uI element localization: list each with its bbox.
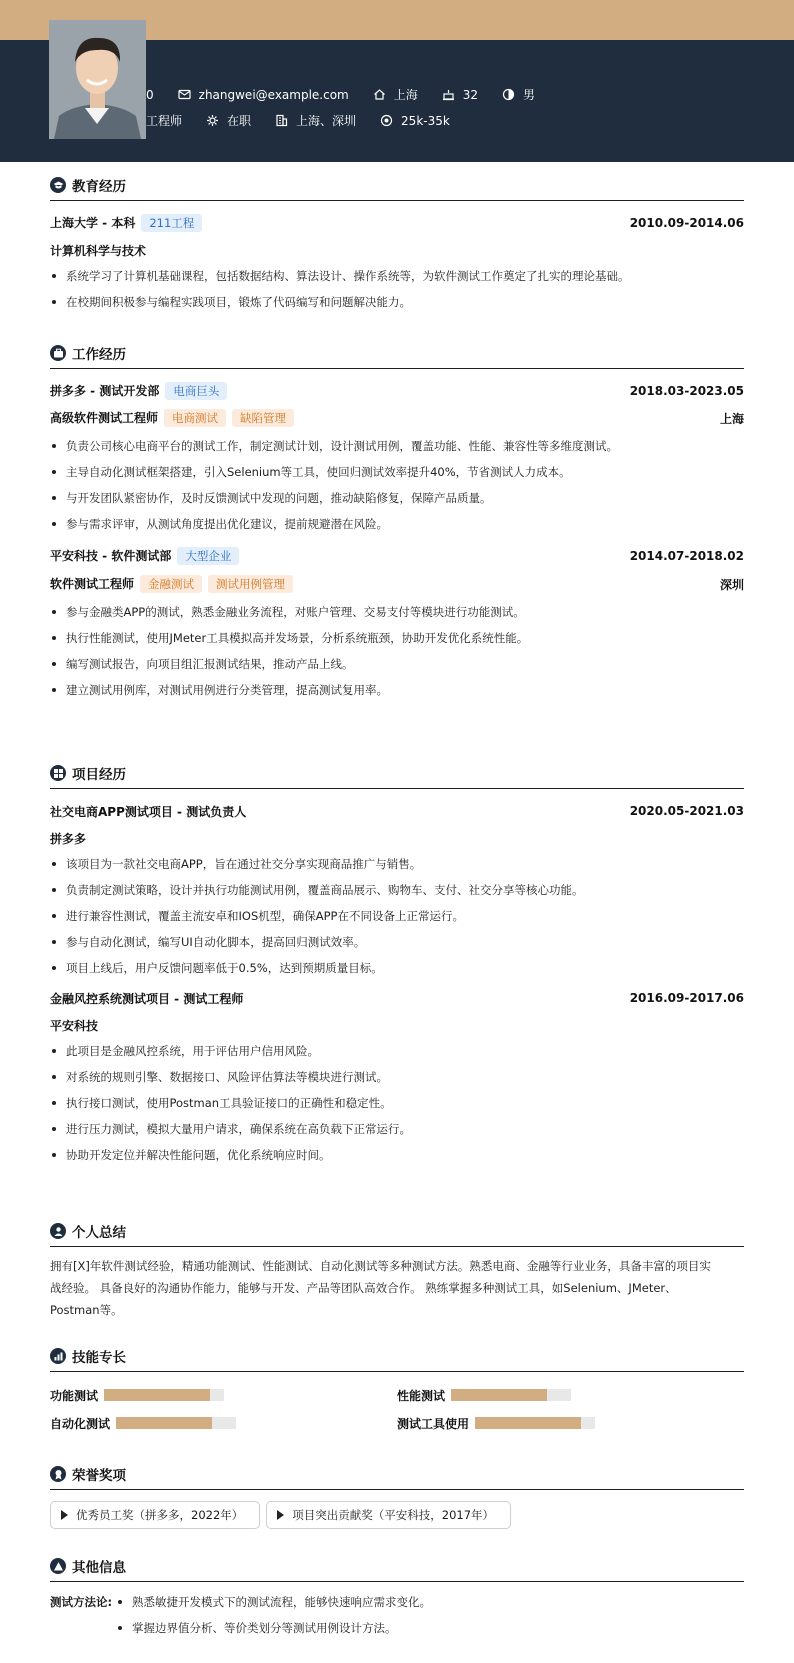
other-section xyxy=(50,1555,744,1641)
list-item: 掌握边界值分析、等价类划分等测试用例设计方法。 xyxy=(116,1615,431,1641)
salary-text: 25k-35k xyxy=(401,113,450,128)
list-item: 熟悉敏捷开发模式下的测试流程，能够快速响应需求变化。 xyxy=(116,1589,431,1615)
age-text: 32 xyxy=(462,87,479,102)
project-bullets xyxy=(50,851,744,981)
list-item: 参与自动化测试，编写UI自动化脚本，提高回归测试效率。 xyxy=(50,929,744,955)
grid-icon xyxy=(50,765,66,781)
summary-title: 个人总结 xyxy=(72,1225,126,1241)
project-name: 金融风控系统测试项目 - 测试工程师 xyxy=(50,991,244,1006)
skills-grid xyxy=(50,1388,744,1430)
list-item: 项目上线后，用户反馈问题率低于0.5%，达到预期质量目标。 xyxy=(50,955,744,981)
project-dates: 2016.09-2017.06 xyxy=(629,991,744,1005)
summary-header xyxy=(50,1220,744,1247)
work-location: 深圳 xyxy=(719,577,744,592)
status-icon xyxy=(206,114,219,127)
skill-bar xyxy=(116,1417,236,1429)
job-intent-row xyxy=(146,112,450,129)
skills-header xyxy=(50,1345,744,1372)
phone-fragment: 0 xyxy=(146,87,154,102)
skill-bar-fill xyxy=(116,1417,212,1429)
list-item: 负责公司核心电商平台的测试工作，制定测试计划，设计测试用例，覆盖功能、性能、兼容性等多维度测试。 xyxy=(50,433,744,459)
position-text: 工程师 xyxy=(146,114,183,128)
summary-line: 战经验。 具备良好的沟通协作能力，能够与开发、产品等团队高效合作。 熟练掌握多种测试工具，如Selenium、JMeter、 xyxy=(50,1281,677,1295)
list-item: 执行接口测试，使用Postman工具验证接口的正确性和稳定性。 xyxy=(50,1090,744,1116)
user-icon xyxy=(50,1223,66,1239)
work-dates: 2014.07-2018.02 xyxy=(629,549,744,563)
project-entry-head xyxy=(50,989,744,1007)
skill-name: 测试工具使用 xyxy=(397,1416,470,1431)
award-item[interactable] xyxy=(50,1501,260,1529)
work-section xyxy=(50,342,744,703)
awards-header xyxy=(50,1463,744,1490)
projects-header xyxy=(50,762,744,789)
skill-bar-fill xyxy=(104,1389,210,1401)
company-name: 拼多多 - 测试开发部 xyxy=(50,384,160,398)
skill-bar xyxy=(104,1389,224,1401)
project-bullets xyxy=(50,1038,744,1168)
summary-line: 拥有[X]年软件测试经验，精通功能测试、性能测试、自动化测试等多种测试方法。熟悉电商、金融等行业业务，具备丰富的项目实 xyxy=(50,1259,711,1273)
avatar xyxy=(49,20,146,139)
other-label: 测试方法论: xyxy=(50,1595,113,1609)
job-title: 软件测试工程师 xyxy=(50,577,135,591)
list-item: 编写测试报告，向项目组汇报测试结果，推动产品上线。 xyxy=(50,651,744,677)
summary-line: Postman等。 xyxy=(50,1303,123,1317)
skill-tag: 金融测试 xyxy=(140,575,202,593)
company-tag: 大型企业 xyxy=(177,547,239,565)
skill-name: 性能测试 xyxy=(397,1388,446,1403)
skill-name: 自动化测试 xyxy=(50,1416,111,1431)
list-item: 对系统的规则引擎、数据接口、风险评估算法等模块进行测试。 xyxy=(50,1064,744,1090)
other-title: 其他信息 xyxy=(72,1560,126,1576)
projects-title: 项目经历 xyxy=(72,767,126,783)
triangle-right-icon xyxy=(61,1510,68,1520)
job-title: 高级软件测试工程师 xyxy=(50,411,159,425)
contact-row xyxy=(146,86,535,103)
skill-bar xyxy=(451,1389,571,1401)
other-header xyxy=(50,1555,744,1582)
project-org: 拼多多 xyxy=(50,832,87,846)
summary-text xyxy=(50,1255,744,1321)
home-icon xyxy=(373,88,386,101)
company-name: 平安科技 - 软件测试部 xyxy=(50,549,172,563)
major-name: 计算机科学与技术 xyxy=(50,244,147,258)
skill-bar-fill xyxy=(475,1417,581,1429)
list-item: 进行兼容性测试，覆盖主流安卓和IOS机型，确保APP在不同设备上正常运行。 xyxy=(50,903,744,929)
list-item: 与开发团队紧密协作，及时反馈测试中发现的问题，推动缺陷修复，保障产品质量。 xyxy=(50,485,744,511)
work-location: 上海 xyxy=(719,411,744,426)
skill-item xyxy=(50,1416,397,1430)
triangle-right-icon xyxy=(277,1510,284,1520)
work-title: 工作经历 xyxy=(72,347,126,363)
city-text: 上海 xyxy=(393,88,418,102)
education-section xyxy=(50,174,744,315)
info-icon xyxy=(50,1558,66,1574)
building-icon xyxy=(275,114,288,127)
award-label: 项目突出贡献奖（平安科技，2017年） xyxy=(292,1508,495,1522)
school-name: 上海大学 - 本科 xyxy=(50,216,136,230)
project-dates: 2020.05-2021.03 xyxy=(629,804,744,818)
list-item: 在校期间积极参与编程实践项目，锻炼了代码编写和问题解决能力。 xyxy=(50,289,744,315)
list-item: 进行压力测试，模拟大量用户请求，确保系统在高负载下正常运行。 xyxy=(50,1116,744,1142)
list-item: 此项目是金融风控系统，用于评估用户信用风险。 xyxy=(50,1038,744,1064)
chart-icon xyxy=(50,1348,66,1364)
mail-icon xyxy=(178,88,191,101)
work-header xyxy=(50,342,744,369)
list-item: 系统学习了计算机基础课程，包括数据结构、算法设计、操作系统等，为软件测试工作奠定了扎实的理论基础。 xyxy=(50,263,744,289)
gender-icon xyxy=(502,88,515,101)
skill-tag: 电商测试 xyxy=(164,409,226,427)
list-item: 该项目为一款社交电商APP，旨在通过社交分享实现商品推广与销售。 xyxy=(50,851,744,877)
gender-text: 男 xyxy=(523,88,536,102)
education-bullets xyxy=(50,263,744,315)
education-title: 教育经历 xyxy=(72,179,126,195)
work-role-row xyxy=(50,409,744,427)
summary-section xyxy=(50,1220,744,1321)
awards-list xyxy=(50,1501,744,1529)
award-icon xyxy=(50,1466,66,1482)
work-bullets xyxy=(50,433,744,537)
work-entry-head xyxy=(50,382,744,400)
school-tag: 211工程 xyxy=(141,214,202,232)
project-org: 平安科技 xyxy=(50,1019,99,1033)
salary-icon xyxy=(380,114,393,127)
project-entry-head xyxy=(50,802,744,820)
projects-section xyxy=(50,762,744,1168)
email-link[interactable]: zhangwei@example.com xyxy=(198,87,349,102)
skill-item xyxy=(50,1388,397,1402)
work-dates: 2018.03-2023.05 xyxy=(629,384,744,398)
graduation-cap-icon xyxy=(50,177,66,193)
award-item[interactable] xyxy=(266,1501,511,1529)
skills-section xyxy=(50,1345,744,1430)
list-item: 协助开发定位并解决性能问题，优化系统响应时间。 xyxy=(50,1142,744,1168)
other-row xyxy=(50,1589,744,1641)
company-tag: 电商巨头 xyxy=(165,382,227,400)
work-bullets xyxy=(50,599,744,703)
education-dates: 2010.09-2014.06 xyxy=(629,216,744,230)
list-item: 主导自动化测试框架搭建，引入Selenium等工具，使回归测试效率提升40%，节省测试人力成本。 xyxy=(50,459,744,485)
skill-bar xyxy=(475,1417,595,1429)
skills-title: 技能专长 xyxy=(72,1350,126,1366)
award-label: 优秀员工奖（拼多多，2022年） xyxy=(76,1508,244,1522)
cake-icon xyxy=(442,88,455,101)
skill-name: 功能测试 xyxy=(50,1388,99,1403)
list-item: 执行性能测试，使用JMeter工具模拟高并发场景，分析系统瓶颈，协助开发优化系统性能。 xyxy=(50,625,744,651)
education-entry-head xyxy=(50,214,744,232)
skill-item xyxy=(397,1388,744,1402)
skill-item xyxy=(397,1416,744,1430)
list-item: 参与需求评审，从测试角度提出优化建议，提前规避潜在风险。 xyxy=(50,511,744,537)
skill-tag: 缺陷管理 xyxy=(232,409,294,427)
status-text: 在职 xyxy=(227,114,252,128)
expected-city-text: 上海、深圳 xyxy=(296,114,357,128)
awards-section xyxy=(50,1463,744,1529)
other-bullets xyxy=(116,1589,431,1641)
list-item: 参与金融类APP的测试，熟悉金融业务流程，对账户管理、交易支付等模块进行功能测试。 xyxy=(50,599,744,625)
briefcase-icon xyxy=(50,345,66,361)
work-entry-head xyxy=(50,547,744,565)
list-item: 建立测试用例库，对测试用例进行分类管理，提高测试复用率。 xyxy=(50,677,744,703)
awards-title: 荣誉奖项 xyxy=(72,1468,126,1484)
education-header xyxy=(50,174,744,201)
list-item: 负责制定测试策略，设计并执行功能测试用例，覆盖商品展示、购物车、支付、社交分享等核心功能。 xyxy=(50,877,744,903)
project-name: 社交电商APP测试项目 - 测试负责人 xyxy=(50,804,247,819)
skill-tag: 测试用例管理 xyxy=(208,575,293,593)
work-role-row xyxy=(50,575,744,593)
skill-bar-fill xyxy=(451,1389,547,1401)
